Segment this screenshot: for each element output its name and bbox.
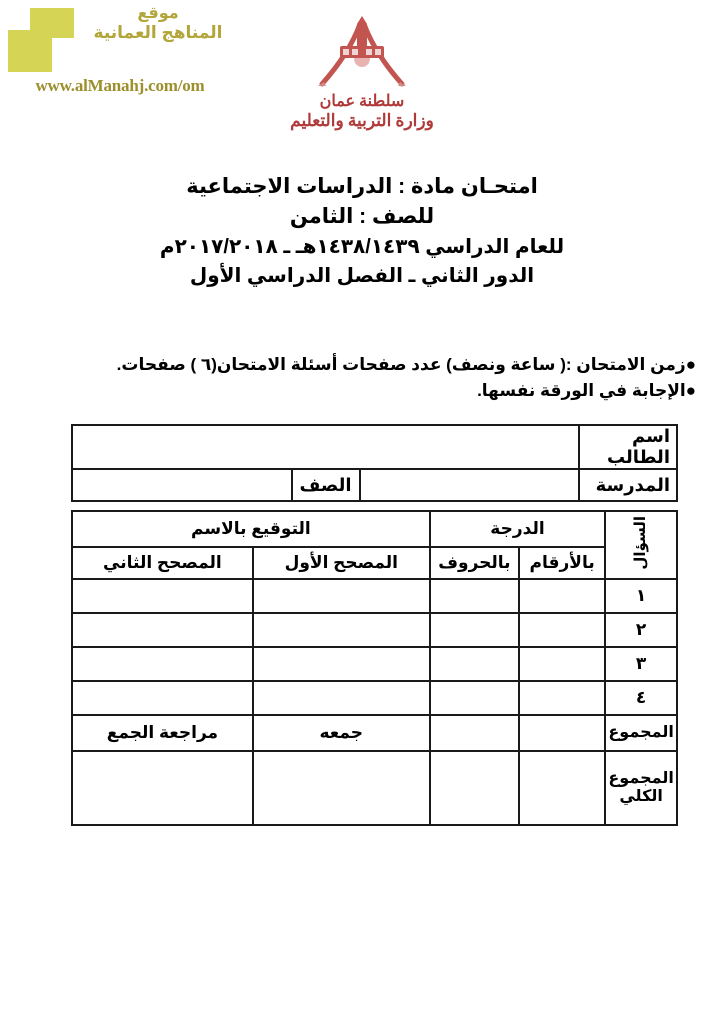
cell-grade-words[interactable]	[430, 647, 519, 681]
oman-khanjar-emblem-icon	[302, 12, 422, 95]
cell-total-marker-second[interactable]	[72, 751, 253, 825]
watermark-line-1: موقع	[137, 5, 179, 22]
cell-marker-second[interactable]	[72, 681, 253, 715]
cell-grade-numeric[interactable]	[519, 681, 605, 715]
cell-marker-first[interactable]	[253, 647, 430, 681]
watermark-line-2: المناهج العمانية	[93, 23, 223, 43]
table-row-sum	[72, 715, 677, 751]
table-header-row-2	[72, 547, 677, 579]
watermark-url[interactable]: www.alManahj.com/om	[35, 76, 205, 95]
header-grade-group: الدرجة	[430, 511, 605, 547]
row-label-grand-total: المجموع الكلي	[605, 751, 677, 825]
row-question-number: ٤	[605, 681, 677, 715]
ministry-name: وزارة التربية والتعليم	[290, 111, 434, 131]
header-grade-numeric: بالأرقام	[519, 547, 605, 579]
header-question-number-label: السؤال	[632, 515, 650, 570]
row-question-number: ١	[605, 579, 677, 613]
table-row	[72, 425, 677, 469]
student-info-table	[71, 424, 678, 502]
row-question-number: ٢	[605, 613, 677, 647]
exam-round-line: الدور الثاني ـ الفصل الدراسي الأول	[189, 264, 535, 287]
header-grade-words: بالحروف	[430, 547, 519, 579]
marks-summary-table	[71, 510, 678, 826]
table-row	[72, 579, 677, 613]
cell-total-words[interactable]	[430, 751, 519, 825]
row-label-sum: المجموع	[605, 715, 677, 751]
cell-grade-numeric[interactable]	[519, 647, 605, 681]
cell-marker-second[interactable]	[72, 647, 253, 681]
academic-year-line: للعام الدراسي ١٤٣٨/١٤٣٩هـ ـ ٢٠١٧/٢٠١٨م	[159, 235, 565, 258]
table-header-row-1	[72, 511, 677, 547]
exam-instructions	[28, 352, 696, 405]
cell-grade-words[interactable]	[430, 681, 519, 715]
cell-marker-first[interactable]	[253, 613, 430, 647]
class-field[interactable]	[72, 469, 292, 501]
cell-sum-words[interactable]	[430, 715, 519, 751]
cell-total-numeric[interactable]	[519, 751, 605, 825]
instruction-answer-location: ●الإجابة في الورقة نفسها.	[477, 381, 696, 401]
cell-grade-words[interactable]	[430, 613, 519, 647]
table-row	[72, 681, 677, 715]
exam-grade-line: للصف : الثامن	[289, 205, 435, 229]
header-marker-first: المصحح الأول	[253, 547, 430, 579]
cell-sum-numeric[interactable]	[519, 715, 605, 751]
student-name-label: اسم الطالب	[579, 425, 677, 469]
country-name: سلطنة عمان	[319, 93, 405, 110]
student-name-field[interactable]	[72, 425, 579, 469]
table-row-grand-total	[72, 751, 677, 825]
ministry-header	[0, 12, 724, 131]
table-row	[72, 613, 677, 647]
cell-marker-first[interactable]	[253, 579, 430, 613]
cell-total-marker-first[interactable]	[253, 751, 430, 825]
table-row	[72, 469, 677, 501]
cell-marker-first[interactable]	[253, 681, 430, 715]
header-question-number	[605, 511, 677, 579]
exam-subject-line: امتحـان مادة : الدراسات الاجتماعية	[186, 175, 538, 198]
cell-marker-second[interactable]	[72, 613, 253, 647]
exam-title-block	[0, 172, 724, 291]
cell-sum-marker-second[interactable]: مراجعة الجمع	[72, 715, 253, 751]
table-row	[72, 647, 677, 681]
school-label: المدرسة	[579, 469, 677, 501]
header-marker-second: المصحح الثاني	[72, 547, 253, 579]
cell-grade-numeric[interactable]	[519, 579, 605, 613]
cell-grade-numeric[interactable]	[519, 613, 605, 647]
cell-sum-marker-first[interactable]: جمعه	[253, 715, 430, 751]
class-label: الصف	[292, 469, 360, 501]
instruction-duration: ●زمن الامتحان :( ساعة ونصف) عدد صفحات أسئلة الامتحان(٦ ) صفحات.	[116, 355, 696, 374]
school-field[interactable]	[360, 469, 580, 501]
cell-grade-words[interactable]	[430, 579, 519, 613]
cell-marker-second[interactable]	[72, 579, 253, 613]
row-question-number: ٣	[605, 647, 677, 681]
header-signature-group: التوقيع بالاسم	[72, 511, 430, 547]
